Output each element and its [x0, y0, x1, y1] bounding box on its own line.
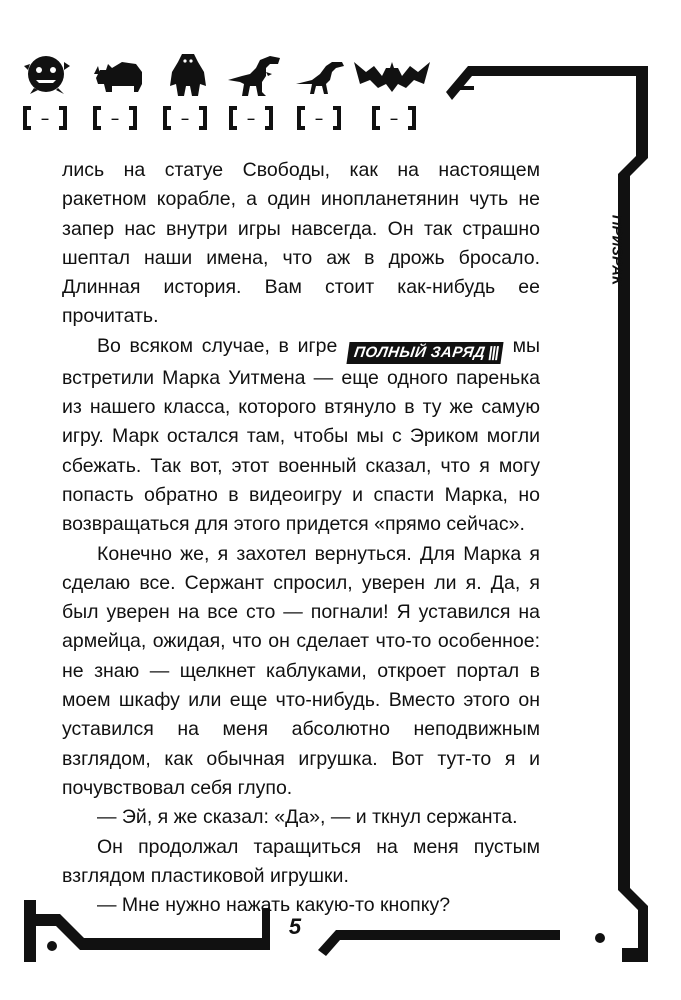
slot-dash: –	[41, 110, 49, 126]
creature-card	[294, 48, 350, 140]
creature-card	[160, 48, 216, 140]
slot-dash: –	[111, 110, 119, 126]
creature-card	[20, 48, 76, 140]
paragraph: — Эй, я же сказал: «Да», — и ткнул сержанта.	[97, 806, 518, 829]
slot-dash: –	[181, 110, 189, 126]
page-number: 5	[288, 914, 302, 939]
creature-card	[352, 48, 432, 140]
creature-card	[226, 48, 282, 140]
chapter-side-tab	[602, 210, 632, 290]
frame-corner-dot	[47, 941, 57, 951]
game-logo	[347, 342, 504, 364]
paragraph: Конечно же, я захотел вернуться. Для Марка я сделаю все. Сержант спросил, уверен ли я. Да, я был уверен на все сто — погнали! Я уставился на армейца, ожидая, что он сделает что-то особенное: не знаю — щелкнет каблуками, откроет портал в моем шкафу или еще что-нибудь. Вместо этого он уставился на меня абсолютно неподвижным взглядом, как обычная игрушка. Вот тут-то я и почувствовал себя глупо.	[62, 542, 540, 799]
game-logo-text: ПОЛНЫЙ ЗАРЯД	[352, 343, 487, 361]
paragraph: лись на статуе Свободы, как на настоящем ракетном корабле, а один инопланетянин чуть не запер нас внутри игры навсегда. Он так страшно шептал наши имена, что аж в дрожь бросало. Длинная история. Вам стоит как-нибудь ее прочитать.	[62, 159, 540, 328]
creature-card	[90, 48, 146, 140]
slot-dash: –	[390, 110, 398, 126]
frame-corner-dot	[595, 933, 605, 943]
raptor-icon	[294, 48, 350, 104]
creature-lineup	[18, 48, 438, 148]
slot-dash: –	[247, 110, 255, 126]
game-logo-bars: |||	[487, 343, 500, 361]
page-body	[62, 156, 540, 920]
paragraph: Он продолжал таращиться на меня пустым взглядом пластиковой игрушки.	[62, 835, 540, 887]
rhino-icon	[90, 48, 146, 104]
chapter-title: ПРИЗРАК	[608, 214, 626, 286]
furball-monster-icon	[20, 48, 76, 104]
t-rex-icon	[226, 48, 282, 104]
paragraph: — Мне нужно нажать какую-то кнопку?	[97, 894, 451, 917]
paragraph	[62, 332, 540, 540]
slot-dash: –	[315, 110, 323, 126]
paragraph-text: мы встретили Марка Уитмена — еще одного паренька из нашего класса, которого втянуло в ту же самую игру. Марк остался там, чтобы мы с Эриком могли сбежать. Так вот, этот военный сказал, что я могу попасть обратно в видеоигру и спасти Марка, но возвращаться для этого придется «прямо сейчас».	[62, 334, 541, 536]
paragraph-text: Во всяком случае, в игре	[97, 334, 338, 357]
frame-bottom-right-border	[318, 930, 560, 956]
frame-top-notch	[456, 86, 474, 90]
bat-icon	[352, 48, 432, 104]
yeti-icon	[160, 48, 216, 104]
